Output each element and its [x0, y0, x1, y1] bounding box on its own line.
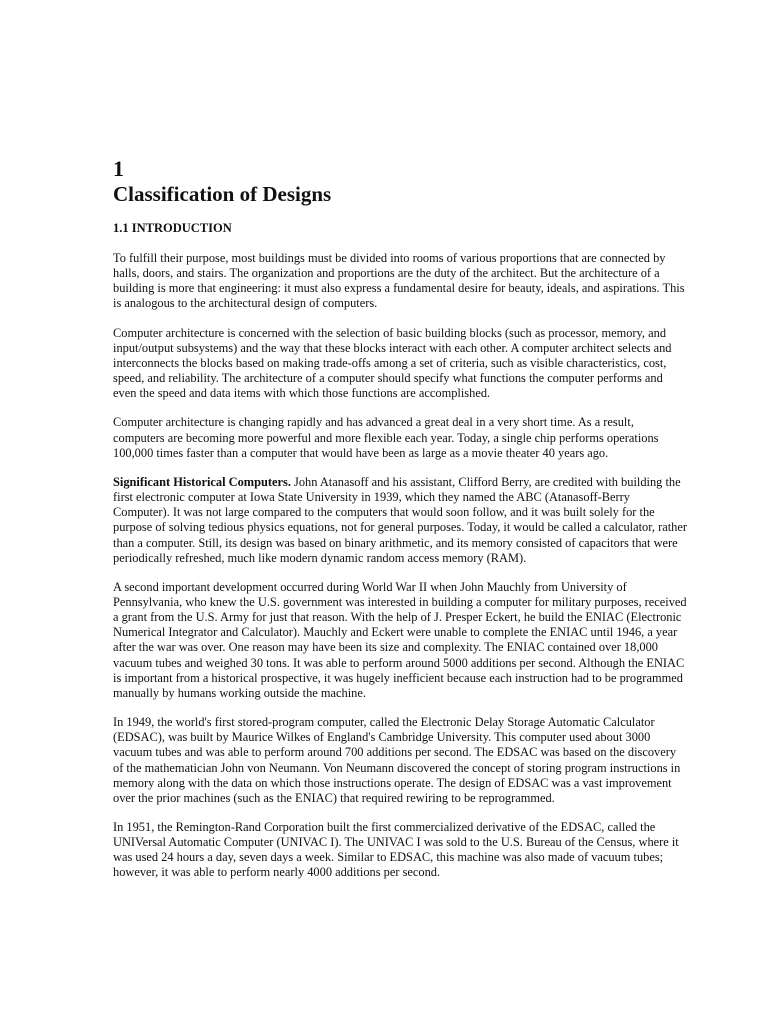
paragraph-text: Computer architecture is concerned with the selection of basic building blocks (such as processor, memory, and input/output subsystems) and the way that these blocks interact with each other. A computer architect selects and interconnects the blocks based on making trade-offs among a set of criteria, such as visible characteristics, cost, speed, and reliability. The architecture of a computer should specify what functions the computer performs and even the speed and data items with which those functions are accomplished.: [113, 325, 672, 401]
paragraph: [113, 580, 688, 701]
chapter-title: Classification of Designs: [113, 182, 332, 206]
paragraph-lead: Significant Historical Computers.: [113, 474, 291, 489]
paragraph-text: Computer architecture is changing rapidly and has advanced a great deal in a very short time. As a result, computers are becoming more powerful and more flexible each year. Today, a single chip performs operations 100,000 times faster than a computer that would have been as large as a movie theater 40 years ago.: [113, 415, 659, 460]
section-heading: 1.1 INTRODUCTION: [113, 221, 232, 235]
paragraph-text: A second important development occurred during World War II when John Mauchly from University of Pennsylvania, who knew the U.S. government was interested in building a computer for military purposes, received a grant from the U.S. Army for just that reason. With the help of J. Presper Eckert, he build the ENIAC (Electronic Numerical Integrator and Calculator). Mauchly and Eckert were unable to complete the ENIAC until 1946, a year after the war was over. One reason may have been its size and complexity. The ENIAC contained over 18,000 vacuum tubes and weighed 30 tons. It was able to perform around 5000 additions per second. Although the ENIAC is important from a historical prospective, it was hugely inefficient because each instruction had to be programmed manually by humans working outside the machine.: [113, 579, 687, 700]
chapter-number: 1: [113, 156, 124, 181]
paragraph-text: To fulfill their purpose, most buildings must be divided into rooms of various proportions that are connected by halls, doors, and stairs. The organization and proportions are the duty of the architect. But the architecture of a building is more that engineering: it must also express a fundamental desire for beauty, ideals, and aspirations. This is analogous to the architectural design of computers.: [113, 251, 685, 311]
paragraph: [113, 326, 688, 402]
paragraph-text: In 1951, the Remington-Rand Corporation built the first commercialized derivative of the EDSAC, called the UNIVersal Automatic Computer (UNIVAC I). The UNIVAC I was sold to the U.S. Bureau of the Census, where it was used 24 hours a day, seven days a week. Similar to EDSAC, this machine was also made of vacuum tubes; however, it was able to perform nearly 4000 additions per second.: [113, 820, 679, 880]
paragraph: [113, 715, 688, 806]
paragraph-text: John Atanasoff and his assistant, Clifford Berry, are credited with building the first electronic computer at Iowa State University in 1939, which they named the ABC (Atanasoff-Berry Computer). It was not large compared to the computers that would soon follow, and it was built solely for the purpose of solving tedious physics equations, not for general purposes. Today, it would be called a calculator, rather than a computer. Still, its design was based on binary arithmetic, and its memory consisted of capacitors that were periodically refreshed, much like modern dynamic random access memory (RAM).: [113, 474, 687, 565]
paragraph: [113, 415, 688, 460]
paragraph: [113, 475, 688, 566]
paragraph-text: In 1949, the world's first stored-program computer, called the Electronic Delay Storage Automatic Calculator (EDSAC), was built by Maurice Wilkes of England's Cambridge University. This computer used about 3000 vacuum tubes and was able to perform around 700 additions per second. The EDSAC was based on the discovery of the mathematician John von Neumann. Von Neumann discovered the concept of storing program instructions in memory along with the data on which those instructions operate. The design of EDSAC was a vast improvement over the prior machines (such as the ENIAC) that required rewiring to be reprogrammed.: [113, 715, 681, 805]
paragraph: [113, 820, 688, 881]
paragraph: [113, 251, 688, 312]
